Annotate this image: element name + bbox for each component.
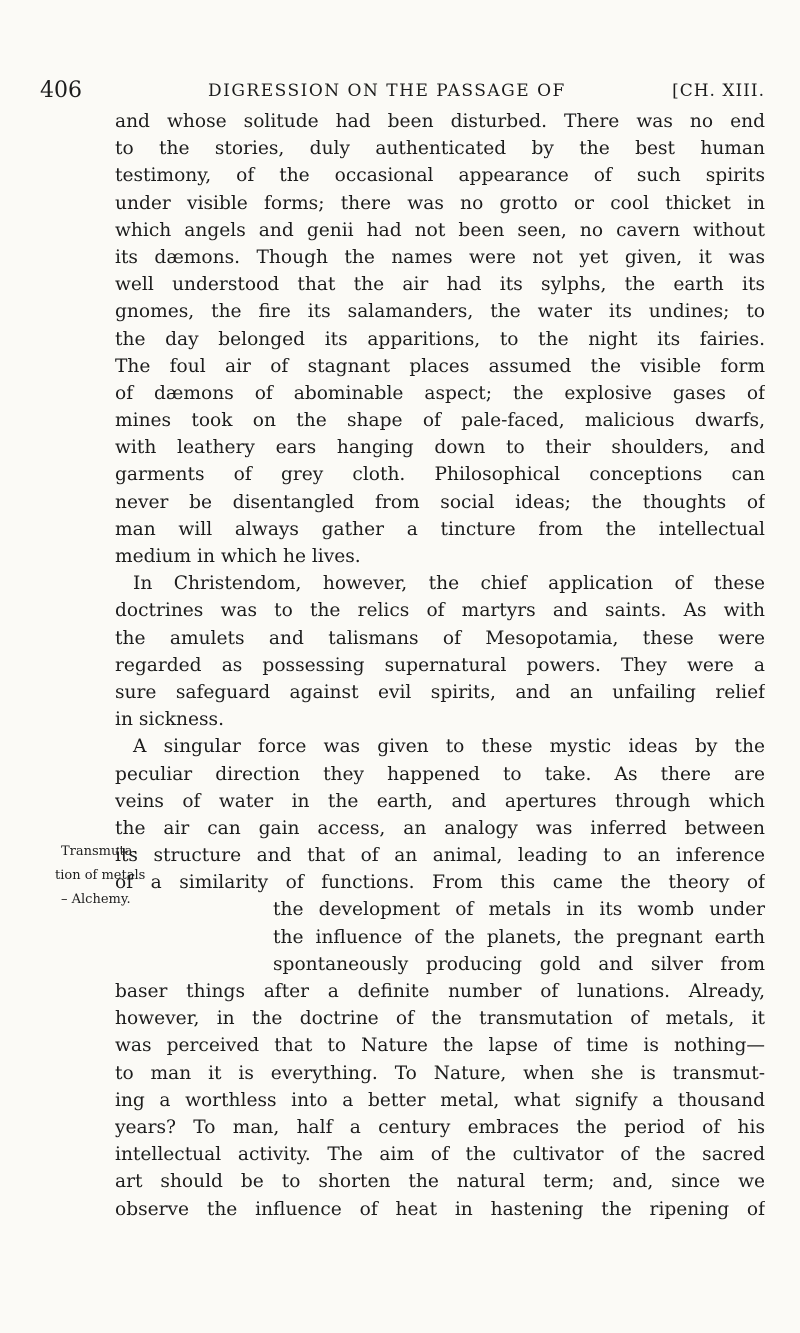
text-line: gnomes, the fire its salamanders, the water its undines; to — [115, 301, 765, 323]
margin-note-line: Transmuta- — [61, 844, 137, 859]
text-line: however, in the doctrine of the transmutation of metals, it — [115, 1008, 765, 1030]
page-number: 406 — [40, 78, 82, 103]
chapter-reference: [CH. XIII. — [672, 81, 765, 101]
text-line: spontaneously producing gold and silver from — [273, 953, 765, 975]
text-line: the day belonged its apparitions, to the night its fairies. — [115, 328, 765, 350]
text-line: peculiar direction they happened to take. As there are — [115, 763, 765, 785]
page-header — [40, 78, 765, 112]
text-line: well understood that the air had its sylphs, the earth its — [115, 274, 765, 296]
text-line: under visible forms; there was no grotto or cool thicket in — [115, 192, 765, 214]
margin-note-line: – Alchemy. — [61, 892, 131, 907]
text-line: never be disentangled from social ideas; the thoughts of — [115, 491, 765, 513]
text-line: sure safeguard against evil spirits, and an unfailing relief — [115, 681, 765, 703]
text-line: garments of grey cloth. Philosophical conceptions can — [115, 464, 765, 486]
text-line: regarded as possessing supernatural powers. They were a — [115, 654, 765, 676]
text-line: the influence of the planets, the pregnant earth — [273, 926, 765, 948]
text-line: to man it is everything. To Nature, when she is transmut- — [115, 1062, 765, 1084]
text-line: in sickness. — [115, 709, 224, 731]
body-text — [115, 108, 765, 1223]
text-line: doctrines was to the relics of martyrs and saints. As with — [115, 600, 765, 622]
text-line: The foul air of stagnant places assumed the visible form — [115, 355, 765, 377]
text-line: veins of water in the earth, and apertures through which — [115, 790, 765, 812]
text-line: observe the influence of heat in hastening the ripening of — [115, 1198, 765, 1220]
running-title: DIGRESSION ON THE PASSAGE OF — [208, 81, 566, 101]
text-line: of a similarity of functions. From this came the theory of — [115, 872, 765, 894]
text-line: medium in which he lives. — [115, 546, 361, 567]
text-line: which angels and genii had not been seen, no cavern without — [115, 219, 765, 241]
text-line: the amulets and talismans of Mesopotamia, these were — [115, 627, 765, 649]
text-line: In Christendom, however, the chief application of these — [133, 573, 765, 595]
text-line: of dæmons of abominable aspect; the explosive gases of — [115, 382, 765, 404]
text-line: the air can gain access, an analogy was inferred between — [115, 817, 765, 839]
text-line: its structure and that of an animal, leading to an inference — [115, 845, 765, 867]
text-line: art should be to shorten the natural term; and, since we — [115, 1171, 765, 1193]
text-line: A singular force was given to these mystic ideas by the — [133, 736, 765, 758]
margin-note-line: tion of metals — [55, 868, 146, 883]
text-line: intellectual activity. The aim of the cultivator of the sacred — [115, 1144, 765, 1166]
text-line: to the stories, duly authenticated by the best human — [115, 138, 765, 160]
text-line: mines took on the shape of pale-faced, malicious dwarfs, — [115, 410, 765, 432]
text-line: and whose solitude had been disturbed. There was no end — [115, 111, 765, 132]
text-line: years? To man, half a century embraces the period of his — [115, 1116, 765, 1138]
text-line: ing a worthless into a better metal, what signify a thousand — [115, 1089, 765, 1111]
text-line: the development of metals in its womb under — [273, 899, 765, 921]
text-line: with leathery ears hanging down to their shoulders, and — [115, 437, 765, 459]
text-line: baser things after a definite number of lunations. Already, — [115, 981, 765, 1002]
text-line: man will always gather a tincture from the intellectual — [115, 518, 765, 540]
text-line: was perceived that to Nature the lapse of time is nothing— — [115, 1035, 765, 1057]
text-line: its dæmons. Though the names were not yet given, it was — [115, 246, 765, 268]
text-line: testimony, of the occasional appearance of such spirits — [115, 165, 765, 187]
